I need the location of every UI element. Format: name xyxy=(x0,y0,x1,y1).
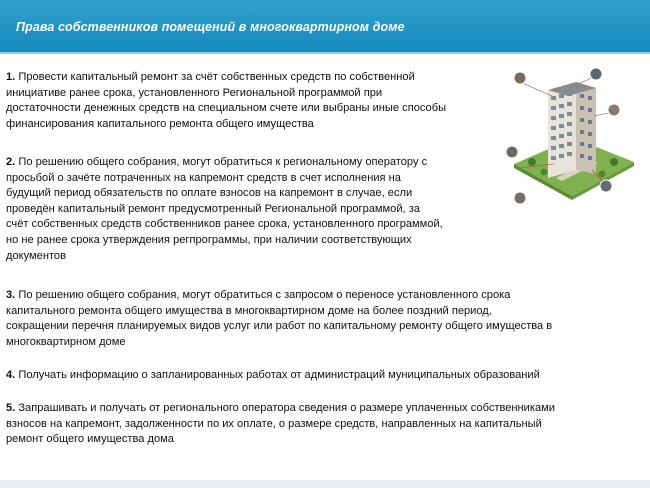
item-text-line: финансирования капитального ремонта общего имущества xyxy=(6,117,314,130)
item-text-line: Получать информацию о запланированных работах от администраций муниципальных образований xyxy=(18,369,540,381)
item-text-line: капитального ремонта общего имущества в многоквартирном доме на более поздний период, xyxy=(6,304,492,317)
list-item-2 xyxy=(6,155,443,264)
item-text-line: просьбой о зачёте потраченных на капремонт средств в счет исполнения на xyxy=(6,171,401,184)
item-text-line: Запрашивать и получать от регионального оператора сведения о размере уплаченных собственниками xyxy=(18,402,555,414)
item-text-line: счёт собственных средств собственников ранее срока, установленного программой, xyxy=(6,218,443,231)
item-number: 2. xyxy=(6,156,16,168)
item-text-line: сокращении перечня планируемых видов услуг или работ по капитальному ремонту общего имущества в xyxy=(6,320,553,333)
item-number: 5. xyxy=(6,402,16,414)
page-title: Права собственников помещений в многоквартирном доме xyxy=(16,20,405,34)
header-divider xyxy=(0,52,650,54)
list-item-3 xyxy=(6,288,552,350)
item-text-line: документов xyxy=(6,249,66,262)
item-number: 3. xyxy=(6,289,16,301)
item-text-line: инициативе ранее срока, установленного Региональной программой при xyxy=(6,86,383,99)
item-text-line: но не ранее срока утверждения регпрограммы, при наличии соответствующих xyxy=(6,233,412,246)
list-item-1 xyxy=(6,70,446,132)
item-text-line: ремонт общего имущества дома xyxy=(6,433,174,446)
item-text-line: достаточности денежных средств на специальном счете или выбраны иные способы xyxy=(6,102,447,115)
item-text-line: По решению общего собрания, могут обратиться с запросом о переносе установленного срока xyxy=(18,289,511,301)
item-text-line: проведён капитальный ремонт предусмотренный Региональной программой, за xyxy=(6,202,420,215)
item-text-line: будущий период обязательств по оплате взносов на капремонт в случае, если xyxy=(6,187,413,200)
item-number: 1. xyxy=(6,71,16,83)
list-item-5 xyxy=(6,401,555,448)
item-text-line: Провести капитальный ремонт за счёт собственных средств по собственной xyxy=(18,71,415,83)
item-text-line: взносов на капремонт, задолженности по их оплате, о размере средств, направленных на капитальный xyxy=(6,417,542,430)
item-number: 4. xyxy=(6,369,16,381)
building-illustration xyxy=(496,66,646,216)
list-item-4 xyxy=(6,368,540,384)
item-text-line: многоквартирном доме xyxy=(6,335,126,348)
footer-strip xyxy=(0,480,650,488)
header-bar xyxy=(0,0,650,52)
item-text-line: По решению общего собрания, могут обратиться к региональному оператору с xyxy=(18,156,428,168)
